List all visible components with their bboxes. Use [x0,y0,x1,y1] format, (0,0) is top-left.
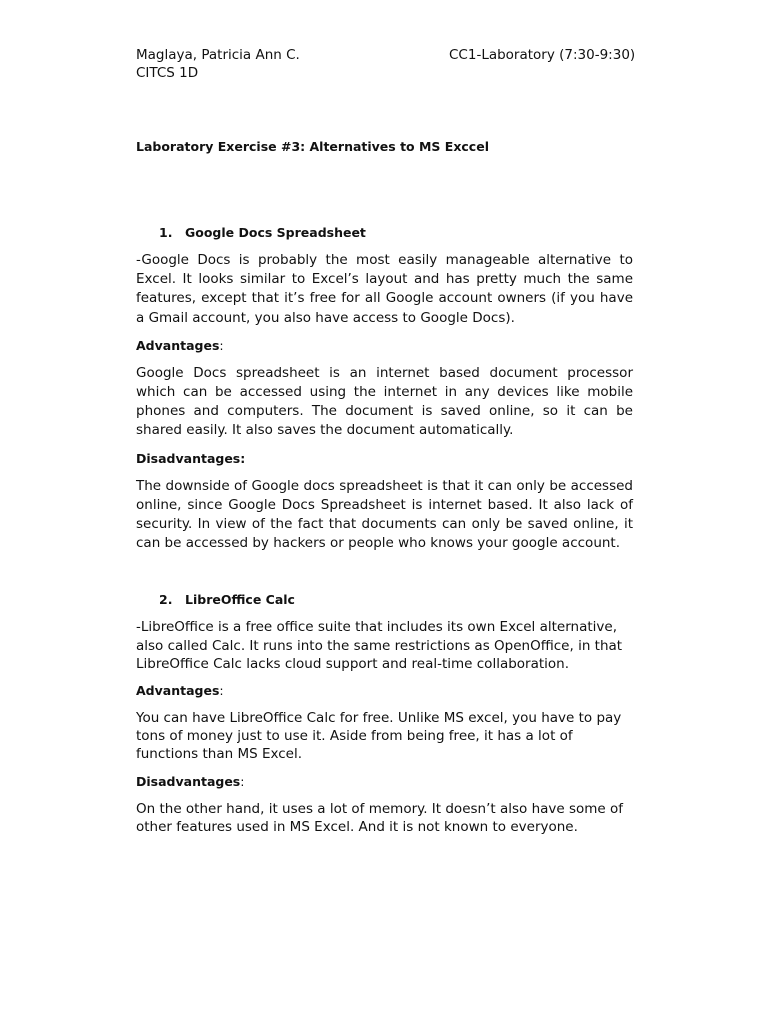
advantages-label [136,682,633,700]
course-schedule: CC1-Laboratory (7:30-9:30) [449,47,636,63]
disadvantages-label-text: Disadvantages [136,773,241,789]
section-intro: -LibreOffice is a free office suite that includes its own Excel alternative, also called Calc. It runs into the same restrictions as OpenOffice, in that LibreOffice Calc lacks cloud support and real-time collaboration. [136,619,623,672]
disadvantages-colon: : [240,773,245,789]
advantages-colon: : [219,337,224,353]
advantages-text: Google Docs spreadsheet is an internet based document processor which can be accessed using the internet in any devices like mobile phones and computers. The document is saved online, so it can be shared easily. It also saves the document automatically. [136,364,633,439]
section-google-docs [136,224,633,553]
section-libreoffice-calc [136,591,633,836]
section-number: 2. [159,592,173,608]
advantages-label-text: Advantages [136,337,220,353]
section-title: LibreOffice Calc [185,592,295,608]
section-intro: -Google Docs is probably the most easily manageable alternative to Excel. It looks similar to Excel’s layout and has pretty much the same features, except that it’s free for all Google account owners (if you have a Gmail account, you also have access to Google Docs). [136,252,633,326]
document-header [136,46,636,82]
student-section: CITCS 1D [136,65,199,81]
advantages-text: You can have LibreOffice Calc for free. Unlike MS excel, you have to pay tons of money just to use it. Aside from being free, it has a lot of functions than MS Excel. [136,710,622,763]
disadvantages-text: The downside of Google docs spreadsheet is that it can only be accessed online, since Google Docs Spreadsheet is internet based. It also lack of security. In view of the fact that documents can only be saved online, it can be accessed by hackers or people who knows your google account. [136,477,633,552]
section-heading [136,591,633,609]
advantages-label-text: Advantages [136,683,220,699]
disadvantages-label [136,773,633,791]
exercise-title: Laboratory Exercise #3: Alternatives to MS Exccel [136,139,489,154]
disadvantages-text: On the other hand, it uses a lot of memory. It doesn’t also have some of other features used in MS Excel. And it is not known to everyone. [136,800,624,835]
section-title: Google Docs Spreadsheet [185,225,366,240]
section-number: 1. [159,225,173,240]
document-body [136,138,633,836]
student-name: Maglaya, Patricia Ann C. [136,47,300,63]
advantages-colon: : [219,683,224,699]
advantages-label [136,337,633,355]
section-heading [136,224,633,242]
disadvantages-label: Disadvantages: [136,450,246,466]
